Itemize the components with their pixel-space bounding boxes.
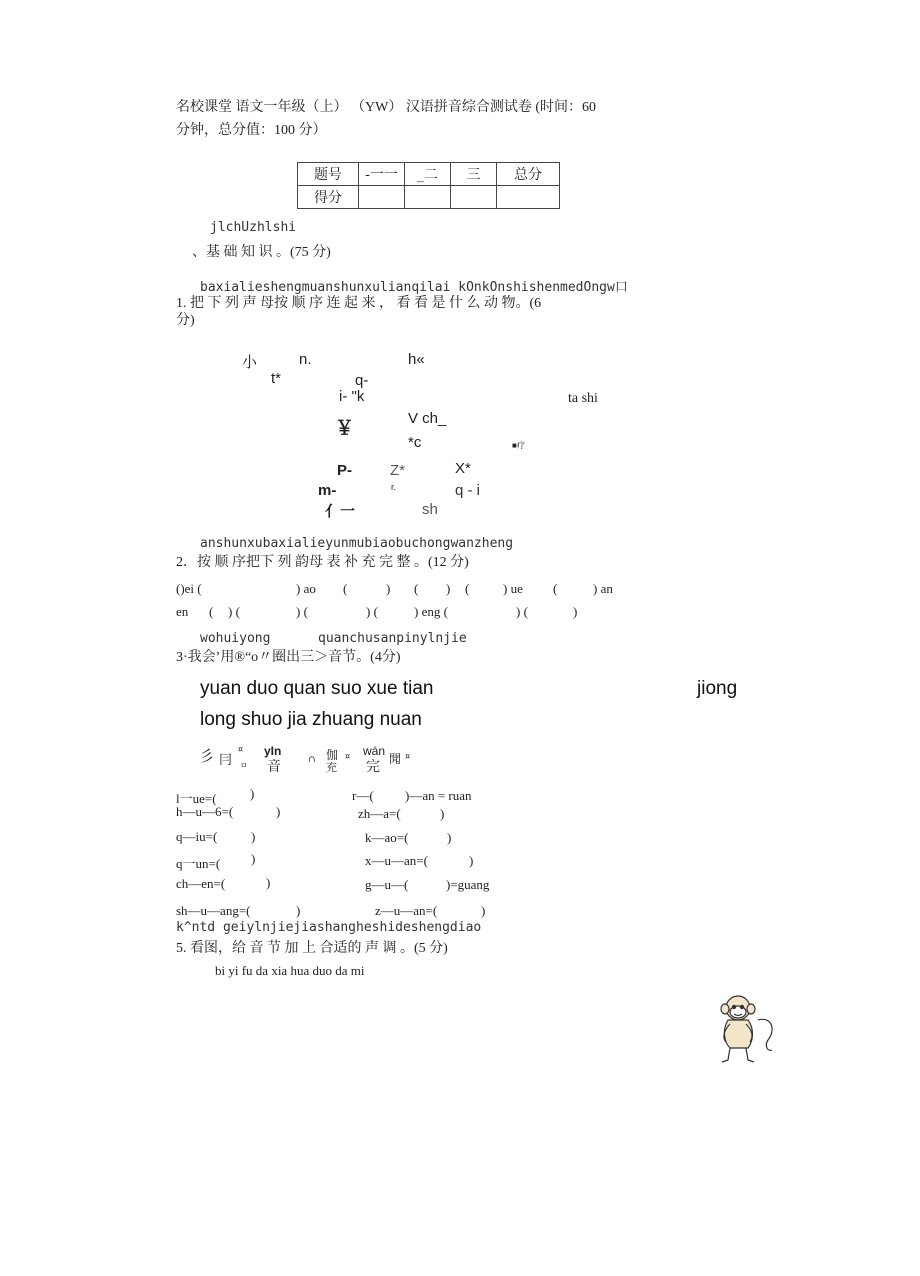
letter: h« [408, 351, 425, 368]
letter: 亻一 [325, 503, 356, 520]
q3-syllable-right: jiong [697, 678, 738, 699]
table-cell: 题号 [298, 163, 359, 186]
q4-right-2: k—ao=( [365, 830, 409, 845]
q4-right-close: ) [481, 903, 486, 918]
table-row [298, 163, 560, 186]
q4-right-5: z—u—an=( [375, 903, 438, 918]
q2-row1: ) [446, 581, 451, 596]
q4-left-3: q一un=( [176, 856, 221, 871]
q3-pinyin-a: wohuiyong [200, 631, 271, 646]
glyph: ∩ [308, 755, 316, 765]
letter: i- "k [339, 388, 365, 405]
q5-syllables: bi yi fu da xia hua duo da mi [215, 963, 365, 978]
q4-left-close: ) [296, 903, 301, 918]
q3-pinyin-b: quanchusanpinylnjie [318, 631, 467, 646]
table-cell: 总分 [497, 163, 560, 186]
q4-right-4: g—u—( [365, 877, 409, 892]
glyph: yIn [264, 744, 282, 758]
table-cell: 三 [451, 163, 497, 186]
letter: n. [299, 351, 312, 368]
table-cell: -一一 [359, 163, 405, 186]
q4-right-close: ) [440, 806, 445, 821]
q2-row1: ) [386, 581, 391, 596]
score-input[interactable] [451, 186, 497, 209]
letter: ta shi [568, 391, 598, 406]
q2-row2: ) ( [516, 604, 528, 619]
q4-left-5: sh—u—ang=( [176, 903, 251, 918]
q3-syllable-line1: yuan duo quan suo xue tian [200, 678, 434, 699]
glyph: 伽 [326, 748, 339, 762]
q5-text: 5. 看图，给 音 节 加 上 合适的 声 调 。(5 分) [176, 941, 448, 956]
q4-right-close: )=guang [446, 877, 490, 892]
glyph: 彡 [199, 747, 215, 765]
section1-pinyin: jlchUzhlshi [210, 220, 297, 235]
q2-row2: ) eng ( [414, 604, 448, 619]
header-line2: 分钟，总分值：100 分） [176, 123, 327, 138]
score-input[interactable] [359, 186, 405, 209]
q4-left-close: ) [251, 851, 256, 866]
letter: t* [271, 370, 282, 387]
q4-left-2: q—iu=( [176, 829, 218, 844]
q2-text: 2．按 顺 序把下 列 韵母 表 补 充 完 整 。(12 分) [176, 555, 469, 570]
letter: ■疗 [512, 441, 525, 450]
glyph: wán [363, 744, 386, 758]
table-cell: 得分 [298, 186, 359, 209]
q2-row2: ) ( [296, 604, 308, 619]
q3-syllable-line2: long shuo jia zhuang nuan [200, 709, 422, 730]
q4-left-4: ch—en=( [176, 876, 226, 891]
header-line1: 名校课堂 语文一年级（上） （YW） 汉语拼音综合测试卷 (时间：60 [176, 100, 596, 115]
q4-left-close: ) [251, 829, 256, 844]
glyph: ¤ [345, 752, 351, 761]
glyph: ㅁ [240, 761, 248, 770]
q4-left-close: ) [266, 875, 271, 890]
q4-left-close: ) [276, 804, 281, 819]
q4-right-close: ) [469, 853, 474, 868]
q2-row1: ( [343, 581, 348, 596]
q2-row2: ) ( [228, 604, 240, 619]
q2-row1: ()ei ( [176, 581, 202, 596]
table-cell: _二 [405, 163, 451, 186]
letter: 小 [242, 354, 258, 371]
q4-right-close: )—an = ruan [405, 788, 472, 803]
q2-row1: ) ao [296, 581, 316, 596]
section1-title: 、基 础 知 识 。(75 分) [192, 245, 331, 260]
letter: q- [355, 372, 369, 389]
letter: ￥ [335, 418, 355, 439]
q2-row1: ) ue [503, 581, 523, 596]
q2-row1: ( [414, 581, 419, 596]
q4-left-1: h—u—6=( [176, 804, 234, 819]
table-row [298, 186, 560, 209]
q4-right-3: x—u—an=( [365, 853, 428, 868]
q4-right-0: r—( [352, 788, 374, 803]
glyph: 完 [366, 759, 380, 775]
q4-right-close: ) [447, 830, 452, 845]
glyph: 音 [267, 759, 281, 775]
score-input[interactable] [497, 186, 560, 209]
q3-text: 3·我会’用®“o〃圈出三＞音节。(4分) [176, 650, 401, 665]
letter: Z* [390, 462, 405, 479]
glyph: 充 [326, 761, 337, 774]
q2-pinyin: anshunxubaxialieyunmubiaobuchongwanzheng [200, 536, 514, 551]
letter: q - i [455, 482, 481, 499]
q5-pinyin: k^ntd geiylnjiejiashangheshideshengdiao [176, 920, 482, 935]
monkey-illustration [712, 990, 778, 1066]
q2-row2: ) [573, 604, 578, 619]
q4-left-0: l一ue=( [176, 791, 217, 806]
q1-text2: 分) [176, 313, 195, 328]
letter: r. [391, 482, 397, 492]
glyph: ¤ [405, 752, 411, 761]
q4-right-1: zh—a=( [358, 806, 401, 821]
q1-text: 1. 把 下 列 声 母按 顺 序 连 起 来 ， 看 看 是 什 么 动 物。(6 [176, 296, 542, 311]
letter: V ch_ [408, 410, 447, 427]
letter: m- [318, 482, 337, 499]
letter: X* [455, 460, 471, 477]
q2-row2: ) ( [366, 604, 378, 619]
glyph: 聞 [389, 752, 402, 766]
glyph: 冃 [219, 753, 233, 768]
q4-left-close: ) [250, 786, 255, 801]
letter: P- [337, 462, 352, 479]
score-table [297, 162, 560, 209]
q2-row1: ( [465, 581, 470, 596]
q2-row1: ) an [593, 581, 613, 596]
letter: *c [408, 434, 422, 451]
q1-pinyin: baxialieshengmuanshunxulianqilai kOnkOnshishenmedOngw口 [200, 280, 628, 295]
score-input[interactable] [405, 186, 451, 209]
glyph: ¤ [238, 745, 244, 754]
q2-row2: ( [209, 604, 214, 619]
letter: sh [422, 501, 438, 518]
q2-row1: ( [553, 581, 558, 596]
q2-row2: en [176, 604, 189, 619]
